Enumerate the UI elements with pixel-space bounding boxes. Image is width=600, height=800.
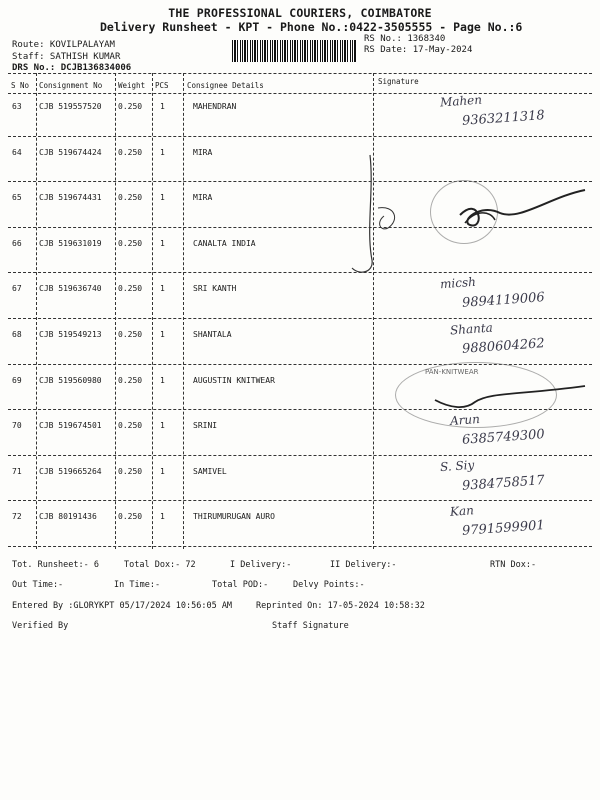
col-header-weight: Weight [118,81,146,90]
row-pcs: 1 [160,330,165,339]
handwritten-signature: Arun [449,412,481,429]
total-runsheet: Tot. Runsheet:- 6 [12,560,99,570]
table-top-rule [8,73,592,74]
row-consignment-no: CJB 519674424 [39,147,102,157]
row-weight: 0.250 [118,466,143,476]
handwritten-signature: micsh [439,275,477,292]
row-consignment-no: CJB 519631019 [39,238,102,248]
row-rule [8,272,592,273]
handwritten-phone: 6385749300 [461,427,546,449]
row-pcs: 1 [160,193,165,203]
row-consignee: CANALTA INDIA [193,238,256,248]
row-sno: 68 [12,330,22,339]
row-weight: 0.250 [118,421,143,431]
row-weight: 0.250 [118,147,143,157]
handwritten-signature: S. Siy [439,457,475,474]
row-consignee: SRI KANTH [193,284,237,294]
row-consignment-no: CJB 519665264 [39,466,102,476]
in-time: In Time:- [114,580,161,590]
col-header-consignee: Consignee Details [187,81,264,90]
row-consignment-no: CJB 519636740 [39,284,102,294]
row-consignment-no: CJB 80191436 [39,512,97,522]
signature-scribble [430,380,590,420]
row-sno: 65 [12,193,22,203]
handwritten-signature: Mahen [439,92,483,110]
row-sno: 72 [12,512,22,522]
row-consignee: SRINI [193,421,218,431]
route-label: Route: KOVILPALAYAM [12,40,115,50]
handwritten-phone: 9880604262 [461,336,546,357]
drs-number: DRS No.: DCJB136834006 [12,63,132,73]
col-header-consignment: Consignment No [39,81,103,90]
row-consignee: SAMIVEL [193,466,227,476]
col-divider [183,73,184,549]
handwritten-phone: 9791599901 [461,518,546,540]
row-weight: 0.250 [118,284,143,294]
row-consignment-no: CJB 519674431 [39,193,102,203]
out-time: Out Time:- [12,580,64,590]
handwritten-phone: 9894119006 [461,290,546,312]
row-rule [8,500,592,501]
reprinted-on: Reprinted On: 17-05-2024 10:58:32 [256,601,425,611]
row-consignee: MAHENDRAN [193,102,237,111]
col-header-sno: S No [11,81,30,90]
handwritten-signature: Shanta [449,320,494,338]
delivery-points: Delvy Points:- [293,580,365,590]
row-consignment-no: CJB 519557520 [39,102,102,111]
row-pcs: 1 [160,147,165,157]
ii-delivery: II Delivery:- [330,560,397,570]
row-pcs: 1 [160,238,165,248]
row-rule [8,546,592,547]
row-pcs: 1 [160,512,165,522]
row-sno: 67 [12,284,22,294]
row-rule [8,136,592,137]
row-consignee: THIRUMURUGAN AURO [193,512,275,522]
total-dox: Total Dox:- 72 [124,560,196,570]
row-weight: 0.250 [118,193,143,203]
pen-stroke-mark [340,150,410,280]
rtn-dox: RTN Dox:- [490,560,537,570]
row-pcs: 1 [160,284,165,294]
row-pcs: 1 [160,466,165,476]
handwritten-phone: 9384758517 [461,472,546,494]
row-rule [8,318,592,319]
col-header-pcs: PCS [155,81,169,90]
row-consignee: AUGUSTIN KNITWEAR [193,375,275,385]
rs-number: RS No.: 1368340 [364,34,446,44]
row-consignee: MIRA [193,147,213,157]
row-pcs: 1 [160,102,165,111]
row-rule [8,455,592,456]
row-rule [8,181,592,182]
row-sno: 64 [12,147,22,157]
row-weight: 0.250 [118,512,143,522]
col-divider [36,73,37,549]
col-divider [152,73,153,549]
verified-by: Verified By [12,621,69,631]
row-consignee: MIRA [193,193,213,203]
signature-scribble [440,185,590,245]
staff-label: Staff: SATHISH KUMAR [12,52,121,62]
row-pcs: 1 [160,421,165,431]
barcode [232,40,357,62]
entered-by: Entered By :GLORYKPT 05/17/2024 10:56:05 AM [12,601,233,611]
handwritten-signature: Kan [449,503,475,520]
row-sno: 71 [12,466,22,476]
company-title: THE PROFESSIONAL COURIERS, COIMBATORE [168,6,432,20]
runsheet-subtitle: Delivery Runsheet - KPT - Phone No.:0422-3505555 - Page No.:6 [100,20,523,34]
col-divider [373,73,374,549]
row-weight: 0.250 [118,102,143,111]
col-divider [115,73,116,549]
header-rule [8,93,592,94]
handwritten-phone: 9363211318 [461,108,546,129]
total-pod: Total POD:- [212,580,269,590]
row-sno: 66 [12,238,22,248]
row-weight: 0.250 [118,238,143,248]
row-weight: 0.250 [118,375,143,385]
row-consignment-no: CJB 519549213 [39,330,102,339]
col-header-signature: Signature [378,77,419,86]
rs-date: RS Date: 17-May-2024 [364,45,473,55]
row-consignee: SHANTALA [193,330,232,339]
row-pcs: 1 [160,375,165,385]
row-consignment-no: CJB 519560980 [39,375,102,385]
row-sno: 69 [12,375,22,385]
row-sno: 63 [12,102,22,111]
row-consignment-no: CJB 519674501 [39,421,102,431]
row-weight: 0.250 [118,330,143,339]
i-delivery: I Delivery:- [230,560,292,570]
staff-signature: Staff Signature [272,621,349,631]
stamp-text: PAN-KNITWEAR [425,368,479,376]
row-sno: 70 [12,421,22,431]
